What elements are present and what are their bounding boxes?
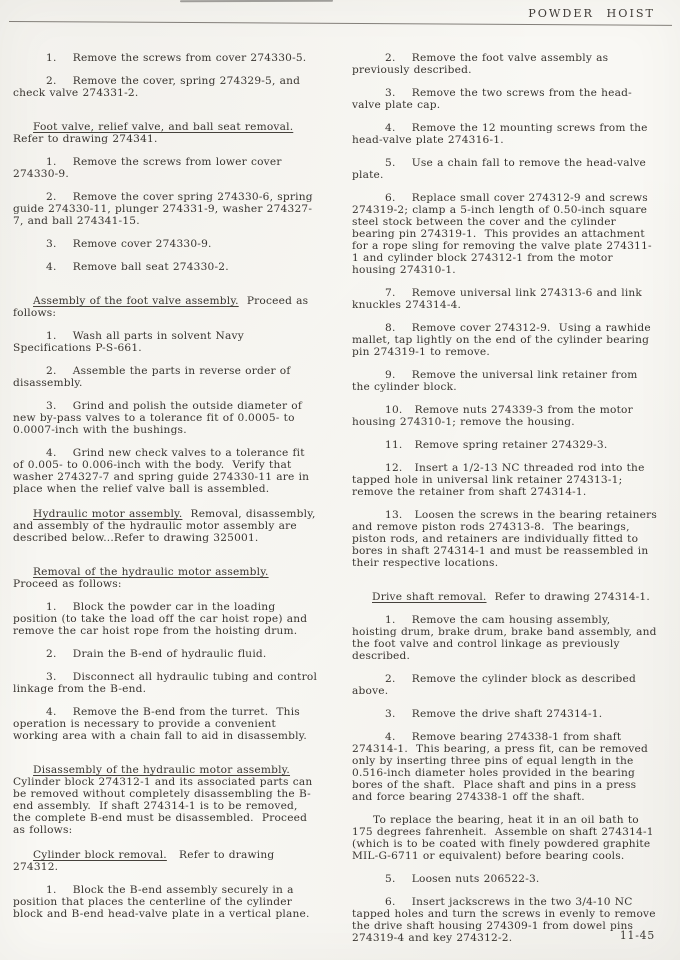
numbered-step: 4. Remove the 12 mounting screws from the head-valve plate 274316-1. bbox=[352, 122, 652, 146]
numbered-step: 2. Drain the B-end of hydraulic fluid. bbox=[46, 648, 267, 660]
numbered-step: 3. Grind and polish the outside diameter of new by-pass valves to a tolerance fit of 0.0005- to 0.0007-inch with the bushings. bbox=[13, 400, 307, 436]
heading-underlined-text: Assembly of the foot valve assembly. bbox=[33, 295, 239, 307]
heading-underlined-text: Cylinder block removal. bbox=[33, 849, 167, 861]
heading-underlined-text: Disassembly of the hydraulic motor assembly. bbox=[33, 764, 291, 776]
heading-underlined-text: Drive shaft removal. bbox=[372, 591, 487, 603]
section-heading: Foot valve, relief valve, and ball seat removal. Refer to drawing 274341. bbox=[13, 121, 302, 145]
section-heading: Cylinder block removal. Refer to drawing 274312. bbox=[13, 849, 279, 873]
numbered-step: 11. Remove spring retainer 274329-3. bbox=[385, 439, 608, 451]
section-heading: Disassembly of the hydraulic motor assembly. Cylinder block 274312-1 and its associated parts can be removed without completely disassembling the B-end assembly. If shaft 274314-1 is to be removed, the complete B-end must be disassembled. Proceed as follows: bbox=[13, 764, 317, 836]
page-number: 11-45 bbox=[619, 929, 655, 942]
numbered-step: 1. Remove the screws from cover 274330-5. bbox=[46, 52, 307, 64]
section-heading: Hydraulic motor assembly. Removal, disassembly, and assembly of the hydraulic motor assembly are described below...Refer to drawing 325001. bbox=[13, 508, 320, 544]
numbered-step: 2. Remove the cover spring 274330-6, spring guide 274330-11, plunger 274331-9, washer 274327-7, and ball 274341-15. bbox=[13, 191, 317, 227]
numbered-step: 4. Remove bearing 274338-1 from shaft 274314-1. This bearing, a press fit, can be removed only by inserting three pins of equal length in the 0.516-inch diameter holes provided in the bearing bores of the shaft. Place shaft and pins in a press and force bearing 274338-1 off the shaft. bbox=[352, 731, 653, 803]
numbered-step: 2. Remove the foot valve assembly as previously described. bbox=[352, 52, 613, 76]
section-heading: Removal of the hydraulic motor assembly. Proceed as follows: bbox=[13, 566, 277, 590]
left-column bbox=[13, 52, 322, 944]
numbered-step: 3. Remove the drive shaft 274314-1. bbox=[385, 708, 603, 720]
scan-artifact bbox=[180, 0, 333, 2]
numbered-step: 1. Wash all parts in solvent Navy Specifications P-S-661. bbox=[13, 330, 248, 354]
section-heading: Assembly of the foot valve assembly. Proceed as follows: bbox=[13, 295, 313, 319]
numbered-step: 2. Remove the cover, spring 274329-5, and check valve 274331-2. bbox=[13, 75, 305, 99]
numbered-step: 7. Remove universal link 274313-6 and link knuckles 274314-4. bbox=[352, 287, 647, 311]
numbered-step: 5. Use a chain fall to remove the head-valve plate. bbox=[352, 157, 651, 181]
numbered-step: 3. Disconnect all hydraulic tubing and control linkage from the B-end. bbox=[13, 671, 322, 695]
numbered-step: 4. Remove ball seat 274330-2. bbox=[46, 261, 229, 273]
heading-underlined-text: Removal of the hydraulic motor assembly. bbox=[33, 566, 269, 578]
numbered-step: 13. Loosen the screws in the bearing retainers and remove piston rods 274313-8. The bearings, piston rods, and retainers are individually fitted to bores in shaft 274314-1 and must be reassembled in their respective locations. bbox=[352, 509, 662, 569]
numbered-step: 1. Block the powder car in the loading position (to take the load off the car hoist rope) and remove the car hoist rope from the hoisting drum. bbox=[13, 601, 312, 637]
numbered-step: 3. Remove cover 274330-9. bbox=[46, 238, 212, 250]
numbered-step: 4. Grind new check valves to a tolerance fit of 0.005- to 0.006-inch with the body. Verify that washer 274327-7 and spring guide 274330-11 are in place when the relief valve ball is assembled. bbox=[13, 447, 314, 495]
heading-underlined-text: Hydraulic motor assembly. bbox=[33, 508, 183, 520]
numbered-step: 6. Replace small cover 274312-9 and screws 274319-2; clamp a 5-inch length of 0.50-inch square steel stock between the cover and the cylinder bearing pin 274319-1. This provides an attachment for a rope sling for removing the valve plate 274311-1 and cylinder block 274312-1 from the motor housing 274310-1. bbox=[352, 192, 653, 276]
numbered-step: 8. Remove cover 274312-9. Using a rawhide mallet, tap lightly on the end of the cylinder bearing pin 274319-1 to remove. bbox=[352, 322, 655, 358]
numbered-step: 12. Insert a 1/2-13 NC threaded rod into the tapped hole in universal link retainer 274313-1; remove the retainer from shaft 274314-1. bbox=[352, 462, 649, 498]
right-column bbox=[352, 52, 662, 944]
numbered-step: 2. Assemble the parts in reverse order of disassembly. bbox=[13, 365, 295, 389]
text-columns bbox=[13, 52, 662, 944]
numbered-step: 6. Insert jackscrews in the two 3/4-10 NC tapped holes and turn the screws in evenly to remove the drive shaft housing 274309-1 from dowel pins 274319-4 and key 274312-2. bbox=[352, 896, 660, 944]
numbered-step: 1. Remove the cam housing assembly, hoisting drum, brake drum, brake band assembly, and the foot valve and control linkage as previously described. bbox=[352, 614, 661, 662]
page-header-title: POWDER HOIST bbox=[528, 7, 655, 20]
section-heading: Drive shaft removal. Refer to drawing 274314-1. bbox=[372, 591, 650, 603]
numbered-step: 5. Loosen nuts 206522-3. bbox=[385, 873, 540, 885]
numbered-step: 3. Remove the two screws from the head-valve plate cap. bbox=[352, 87, 632, 111]
numbered-step: 4. Remove the B-end from the turret. This operation is necessary to provide a convenient working area with a chain fall to aid in disassembly. bbox=[13, 706, 307, 742]
numbered-step: 9. Remove the universal link retainer from the cylinder block. bbox=[352, 369, 642, 393]
numbered-step: 10. Remove nuts 274339-3 from the motor housing 274310-1; remove the housing. bbox=[352, 404, 637, 428]
numbered-step: 1. Remove the screws from lower cover 274330-9. bbox=[13, 156, 286, 180]
header-rule bbox=[9, 21, 672, 26]
numbered-step: 2. Remove the cylinder block as described above. bbox=[352, 673, 641, 697]
heading-underlined-text: Foot valve, relief valve, and ball seat removal. bbox=[33, 121, 294, 133]
paragraph: To replace the bearing, heat it in an oil bath to 175 degrees fahrenheit. Assemble on shaft 274314-1 (which is to be coated with finely powdered graphite MIL-G-6711 or equivalent) before bearing cools. bbox=[352, 814, 658, 862]
numbered-step: 1. Block the B-end assembly securely in a position that places the centerline of the cylinder block and B-end head-valve plate in a vertical plane. bbox=[13, 884, 310, 920]
